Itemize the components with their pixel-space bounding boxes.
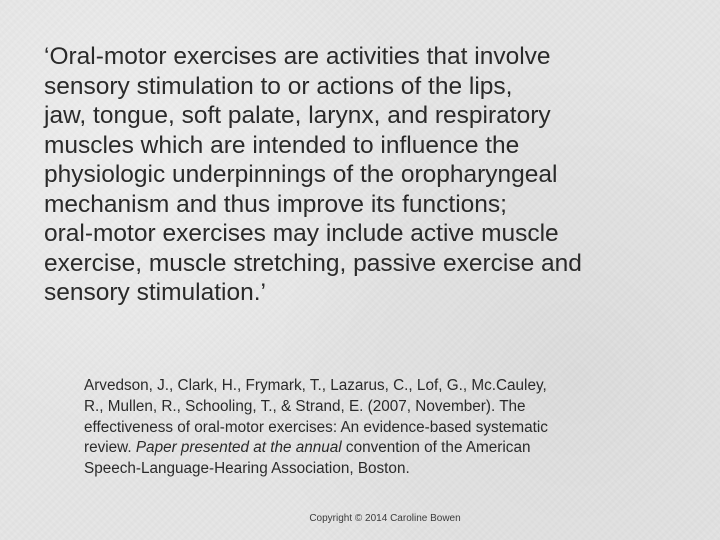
quote-line: sensory stimulation to or actions of the lips, (44, 72, 513, 100)
citation-italic-text: Paper presented at the annual (135, 439, 342, 457)
quote-line: muscles which are intended to influence the (44, 131, 520, 159)
citation-line: R., Mullen, R., Schooling, T., & Strand, E. (2007, November). The (84, 397, 526, 415)
definition-quote (44, 42, 694, 308)
copyright-notice: Copyright © 2014 Caroline Bowen (309, 513, 461, 524)
citation-text: convention of the American (341, 439, 531, 457)
quote-line: exercise, muscle stretching, passive exercise and (44, 249, 582, 277)
quote-line: oral-motor exercises may include active muscle (44, 220, 559, 247)
citation-line: effectiveness of oral-motor exercises: An evidence-based systematic (84, 418, 548, 436)
quote-line: jaw, tongue, soft palate, larynx, and respiratory (44, 102, 551, 129)
quote-line: ‘Oral-motor exercises are activities that involve (44, 43, 551, 70)
citation-line: Speech-Language-Hearing Association, Boston. (84, 460, 410, 478)
quote-line: sensory stimulation.’ (44, 279, 266, 306)
reference-citation (84, 376, 684, 480)
quote-line: mechanism and thus improve its functions; (44, 190, 507, 218)
citation-line (84, 438, 684, 459)
citation-line: Arvedson, J., Clark, H., Frymark, T., Lazarus, C., Lof, G., Mc.Cauley, (84, 377, 547, 394)
citation-text: review. (84, 439, 136, 457)
quote-line: physiologic underpinnings of the oropharyngeal (44, 161, 558, 188)
